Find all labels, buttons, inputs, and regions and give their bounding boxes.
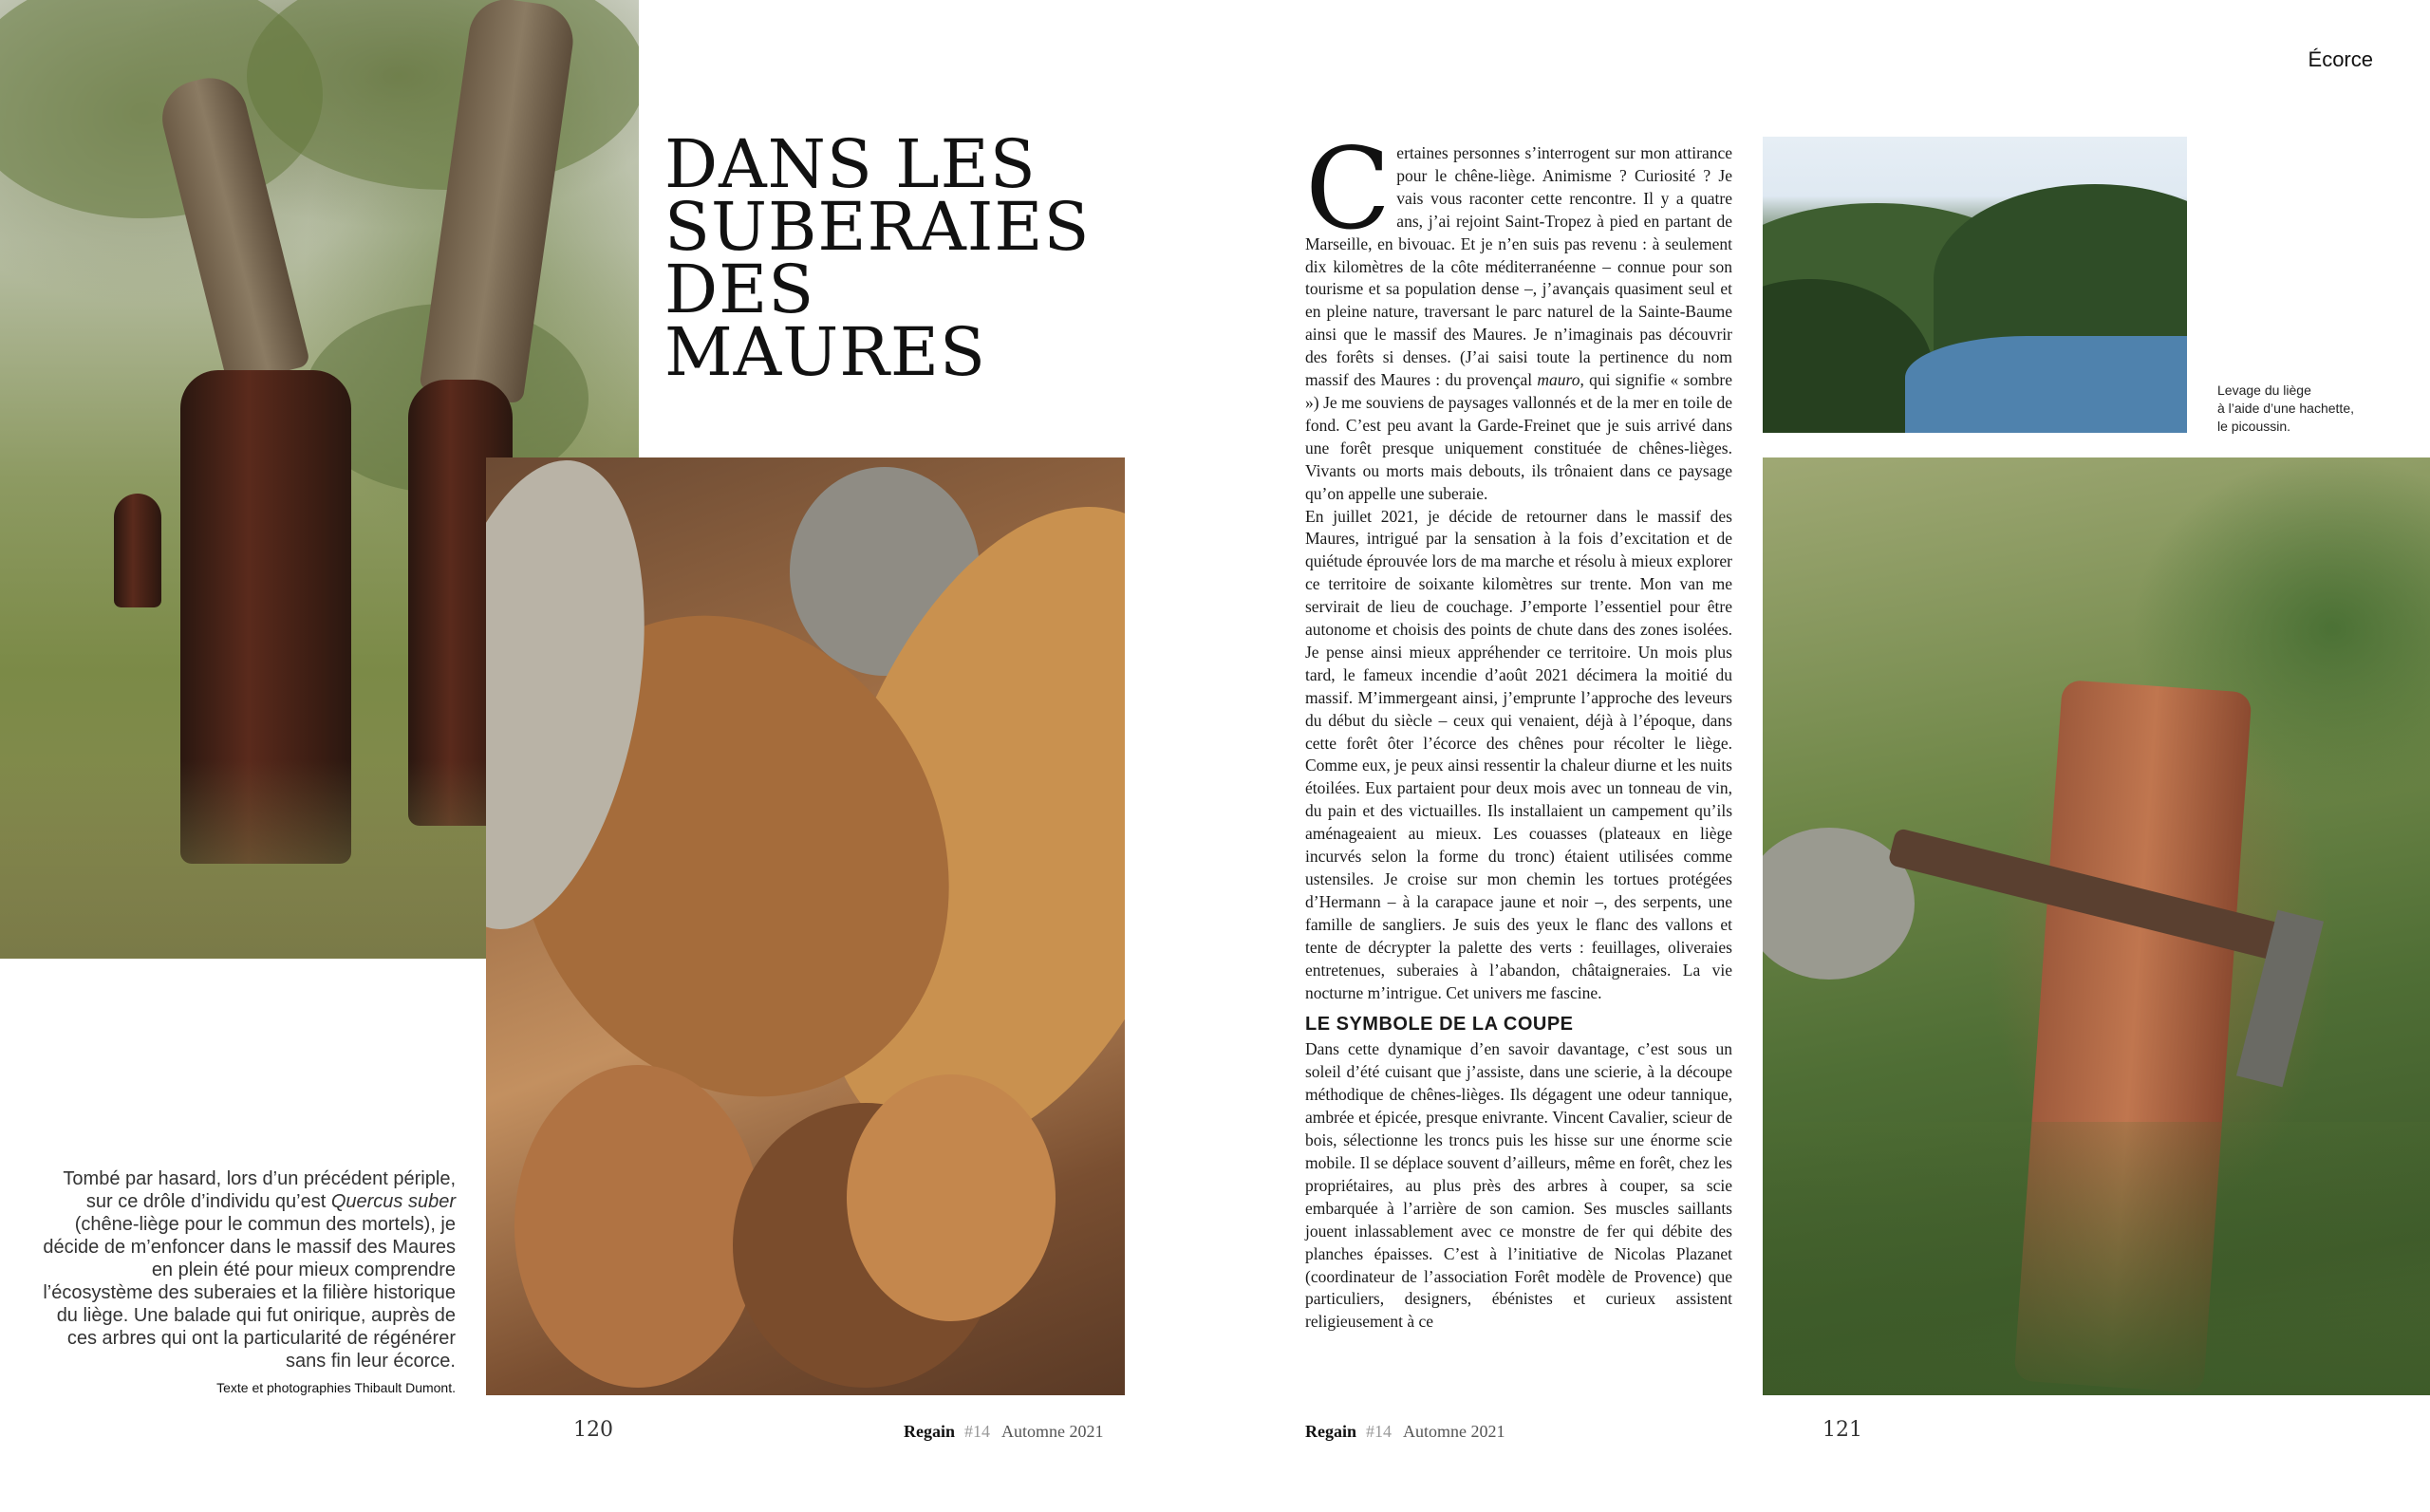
headline-line-3: DES MAURES	[664, 251, 986, 391]
article-body	[1305, 123, 1732, 1334]
issue-number: #14	[1366, 1422, 1392, 1441]
lake-valley-photo	[1763, 137, 2187, 433]
caption-line-3: le picoussin.	[2217, 419, 2291, 434]
paragraph-1-end: , qui signifie « sombre ») Je me souviens de paysages vallonnés et de la mer en toile de fond. C’est peu avant la Garde-Freinet que je suis arrivé dans une forêt presque uniquement constituée de chênes-lièges. Vivants ou morts mais debouts, ils trônaient dans ce paysage qu’on appelle une suberaie.	[1305, 370, 1732, 503]
intro-text-part-2: (chêne-liège pour le commun des mortels), je décide de m’enfoncer dans le massif des Maures en plein été pour mieux comprendre l’écosystème des suberaies et la filière historique du liège. Une balade qui fut onirique, auprès de ces arbres qui ont la particularité de régénérer sans fin leur écorce.	[43, 1214, 456, 1372]
paragraph-1-emphasis: mauro	[1537, 370, 1580, 390]
intro-paragraph	[38, 1167, 456, 1399]
paragraph-1-text: ertaines personnes s’interrogent sur mon attirance pour le chêne-liège. Animisme ? Curiosité ? Je vais vous raconter cette rencontre. Il y a quatre ans, j’ai rejoint Saint-Tropez à pied en partant de Marseille, en bivouac. Et je n’en suis pas revenu : à seulement dix kilomètres de la côte méditerranéenne – connue pour son tourisme et sa population dense –, j’avançais quasiment seul et en pleine nature, traversant le parc naturel de la Sainte-Baume ainsi que le massif des Maures. Je n’imaginais pas découvrir des forêts si denses. (J’ai saisi toute la pertinence du nom massif des Maures : du provençal	[1305, 143, 1732, 390]
drop-cap: C	[1305, 123, 1392, 254]
magazine-name: Regain	[904, 1422, 955, 1441]
page-number-right: 121	[1822, 1418, 1862, 1442]
intro-text-part-1: Tombé par hasard, lors d’un précédent périple, sur ce drôle d’individu qu’est	[63, 1168, 456, 1212]
photo-caption	[2217, 382, 2407, 436]
headline-line-2: SUBERAIES	[664, 188, 1091, 266]
cork-harvest-hatchet-photo	[1763, 457, 2430, 1395]
issue-season: Automne 2021	[1001, 1422, 1104, 1441]
article-paragraph-2: En juillet 2021, je décide de retourner dans le massif des Maures, intrigué par la sensation à la fois d’excitation et de quiétude éprouvée lors de ma marche et résolu à mieux explorer ce territoire de soixante kilomètres sur trente. Mon van me servirait de lieu de couchage. J’emporte l’essentiel pour être autonome et choisis des points de chute dans des zones isolées. Je pense ainsi mieux appréhender ce territoire. Un mois plus tard, le fameux incendie d’août 2021 décimera la moitié du massif. M’immergeant ainsi, j’emprunte l’approche des leveurs du début du siècle – ceux qui venaient, déjà à l’époque, dans cette forêt ôter l’écorce des chênes pour récolter le liège. Comme eux, je peux ainsi ressentir la chaleur diurne et les nuits étoilées. Eux partaient pour deux mois avec un tonneau de vin, du pain et des victuailles. Ils installaient un campement qu’ils aménageaient au mieux. Les couasses (plateaux en liège incurvés selon la forme du tronc) étaient utilisées comme ustensiles. Je croise sur mon chemin les tortues protégées d’Hermann – à la carapace jaune et noir –, des serpents, une famille de sangliers. Je suis des yeux le flanc des vallons et tente de décrypter la palette des verts : feuillages, oliveraies entretenues, suberaies à l’abandon, châtaigneraies. La vie nocturne m’intrigue. Cet univers me fascine.	[1305, 506, 1732, 1002]
issue-number: #14	[964, 1422, 990, 1441]
page-number-left: 120	[573, 1418, 613, 1442]
footer-right	[1305, 1422, 1505, 1442]
cork-planks-photo	[486, 457, 1125, 1395]
issue-season: Automne 2021	[1403, 1422, 1505, 1441]
section-label: Écorce	[2308, 47, 2373, 71]
article-paragraph-3: Dans cette dynamique d’en savoir davantage, c’est sous un soleil d’été cuisant que j’assiste, dans une scierie, à la découpe méthodique de chênes-lièges. Ils dégagent une odeur tannique, ambrée et épicée, presque enivrante. Vincent Cavalier, scieur de bois, sélectionne les troncs puis les hisse sur une énorme scie mobile. Il se déplace souvent d’ailleurs, même en forêt, chez les propriétaires, au plus près des arbres à couper, sa scie embarquée à l’arrière de son camion. Ses muscles saillants jouent inlassablement avec ce monstre de fer qui débite des planches épaisses. C’est à l’initiative de Nicolas Plazanet (coordinateur de l’association Forêt modèle de Provence) que particuliers, designers, ébénistes et curieux assistent religieusement à ce	[1305, 1039, 1732, 1332]
section-subheading: LE SYMBOLE DE LA COUPE	[1305, 1014, 1574, 1036]
caption-line-2: à l’aide d’une hachette,	[2217, 401, 2354, 416]
caption-line-1: Levage du liège	[2217, 383, 2311, 398]
photo-credit: Texte et photographies Thibault Dumont.	[216, 1380, 456, 1395]
article-headline	[664, 125, 1158, 391]
intro-species-name: Quercus suber	[330, 1191, 456, 1212]
footer-left	[904, 1422, 1104, 1442]
headline-line-1: DANS LES	[664, 125, 1037, 203]
article-paragraph-1	[1305, 123, 1732, 506]
magazine-name: Regain	[1305, 1422, 1356, 1441]
